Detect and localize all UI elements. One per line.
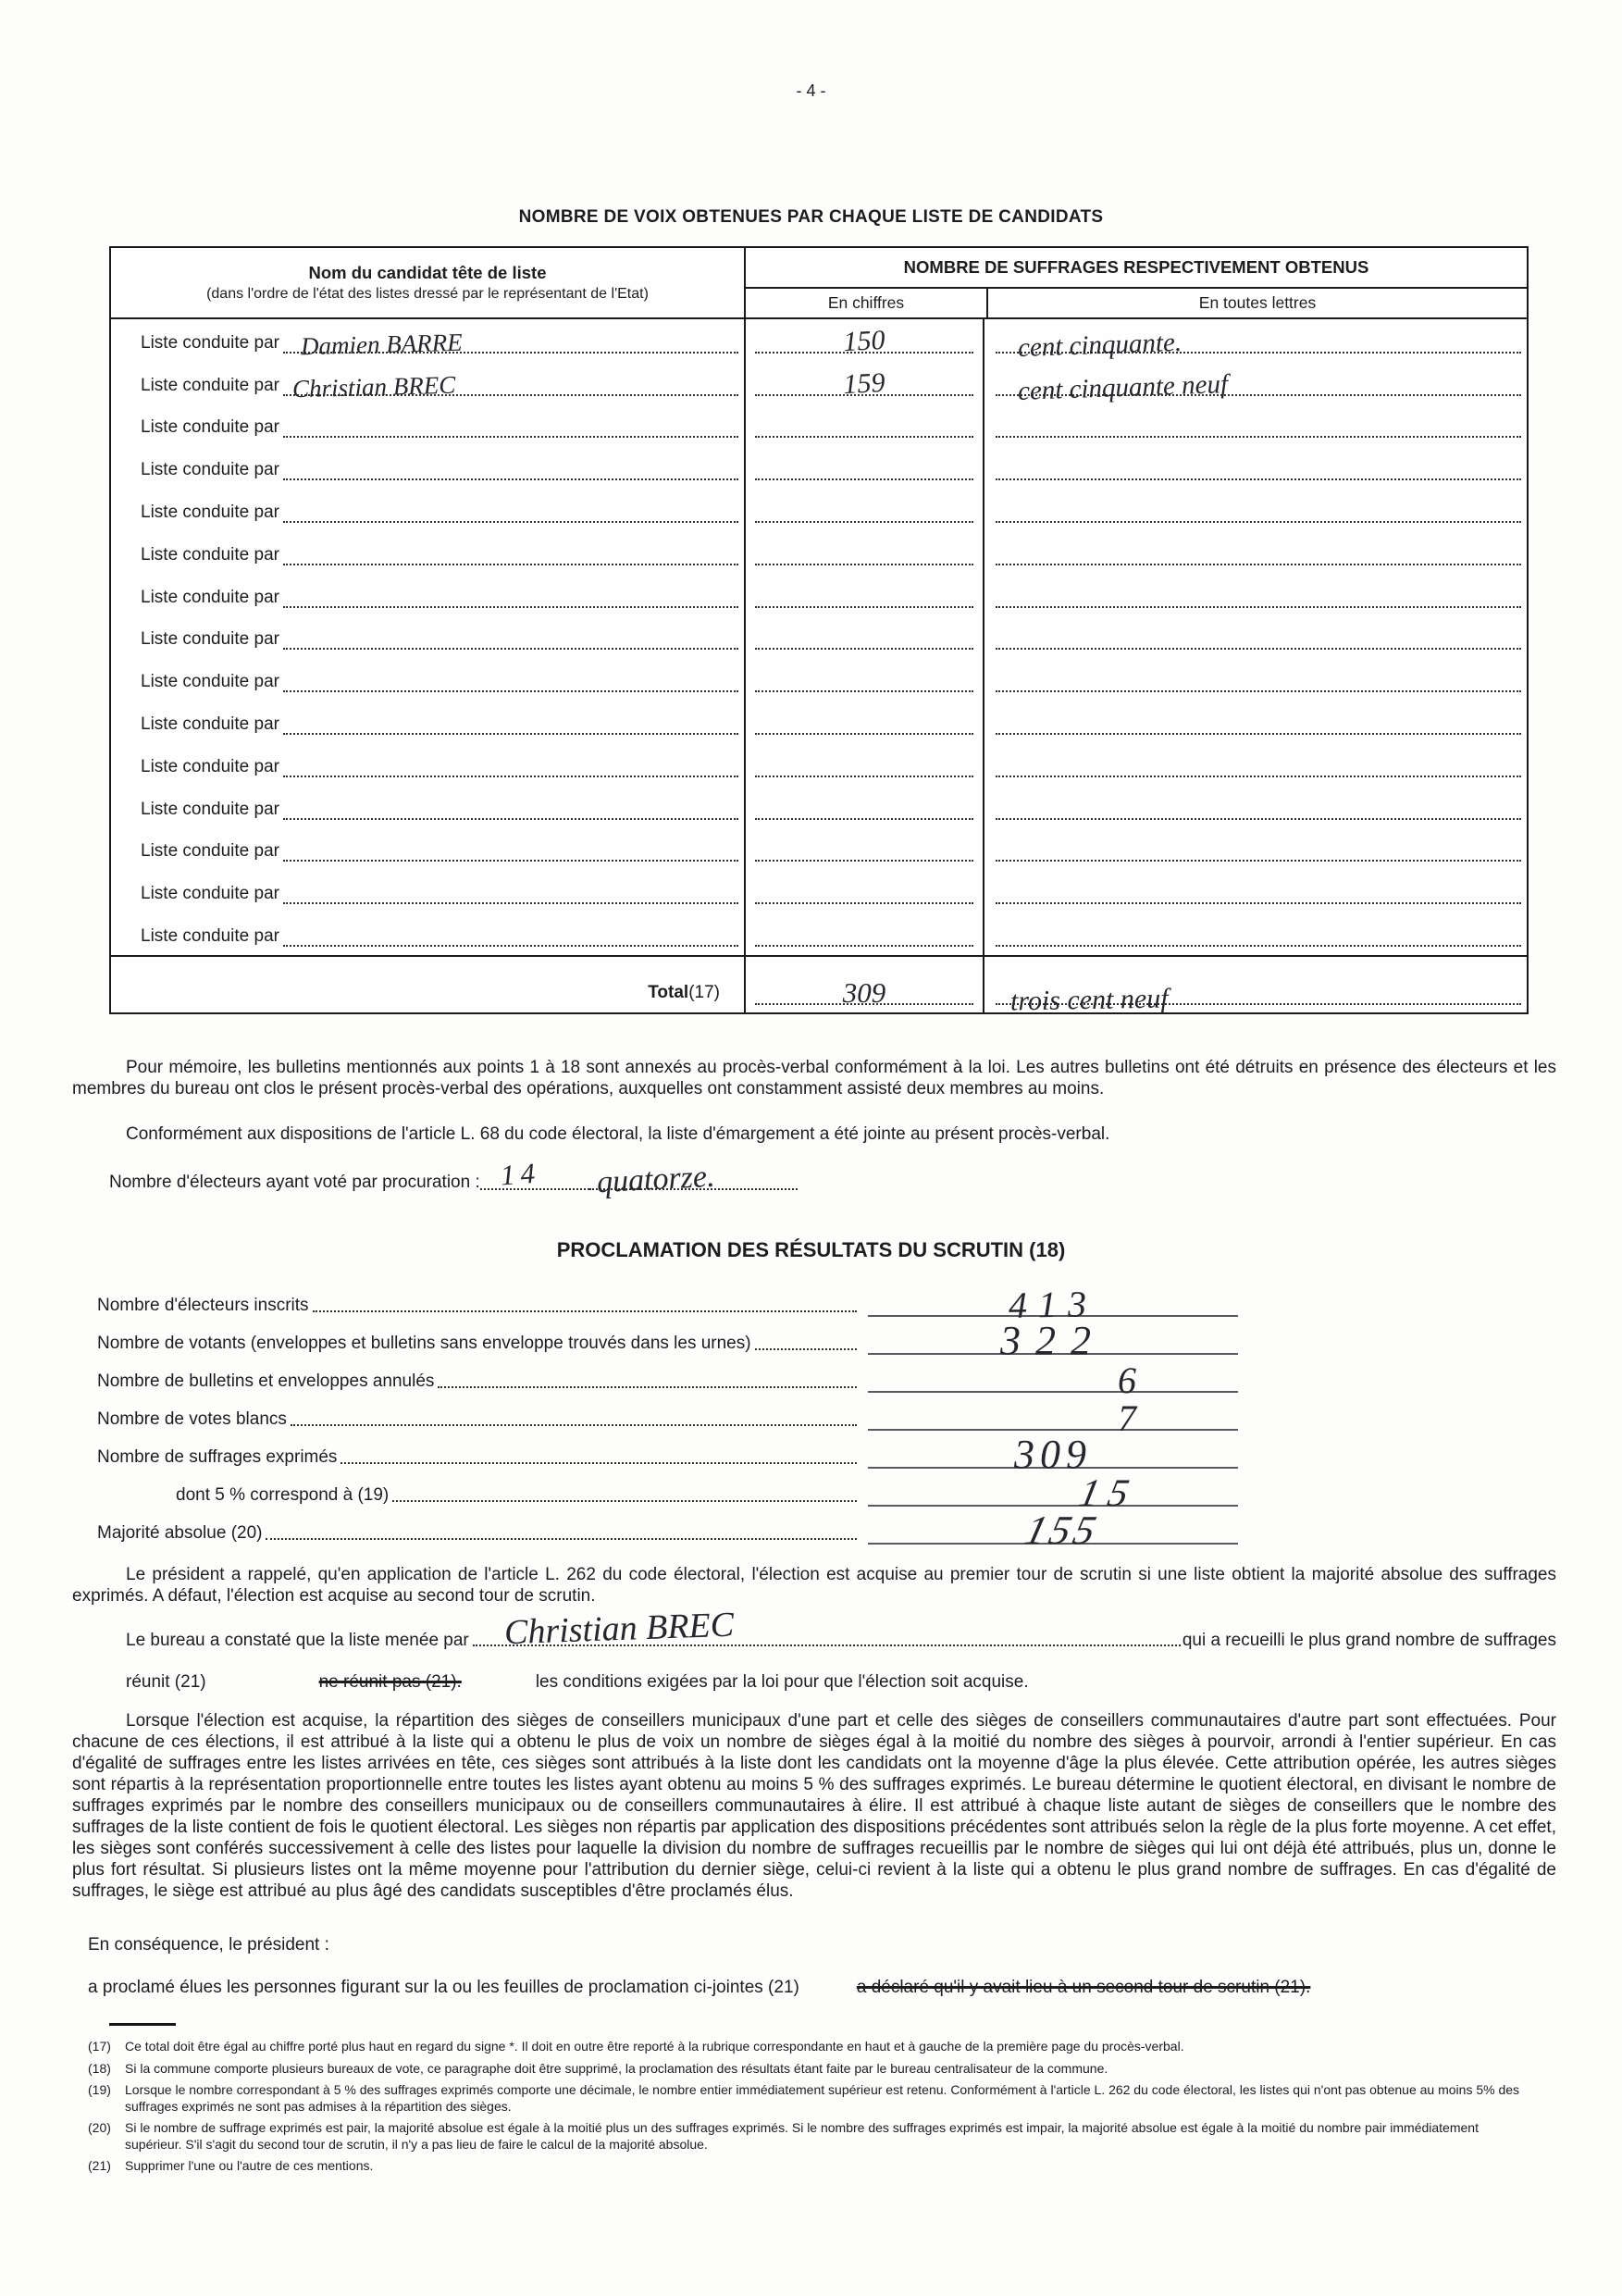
row-chiffres-cell <box>744 912 984 955</box>
row-chiffres-cell <box>744 404 984 447</box>
conditions-text: les conditions exigées par la loi pour que l'élection soit acquise. <box>535 1672 1029 1692</box>
handwritten-votes-chiffres: 159 <box>842 366 886 400</box>
page-number: - 4 - <box>796 81 826 100</box>
row-label: Liste conduite par <box>141 756 279 776</box>
bureau-name-field <box>473 1605 1181 1653</box>
row-lettres-cell <box>984 404 1530 447</box>
footnote-separator-rule <box>109 2023 176 2026</box>
handwritten-result-value: 322 <box>1000 1318 1106 1363</box>
dotted-line <box>283 859 738 862</box>
header-candidate-name-line1: Nom du candidat tête de liste <box>308 263 547 282</box>
dotted-line <box>755 647 973 650</box>
footnote-text: Si le nombre de suffrage exprimés est pair, la majorité absolue est égale à la moitié plus un des suffrages exprimés. Si le nombre des suffrages exprimés est impair, la majorité absolue est égale à la moitié du nombre pair immédiatement supérieur. S'il s'agit du second tour de scrutin, il n'y a pas lieu de faire le calcul de la majorité absolue. <box>125 2120 1479 2152</box>
answer-line <box>868 1277 1238 1326</box>
row-name-cell <box>111 531 744 574</box>
dotted-line <box>755 520 973 523</box>
dotted-line <box>996 775 1521 777</box>
table-row <box>111 319 1527 362</box>
row-lettres-cell <box>984 743 1530 786</box>
dotted-line <box>996 563 1521 565</box>
proclamation-line <box>97 1317 1238 1363</box>
row-chiffres-cell <box>744 362 984 404</box>
proclame-row <box>88 1977 1550 1998</box>
row-chiffres-cell <box>744 870 984 912</box>
row-chiffres-cell <box>744 446 984 489</box>
row-label: Liste conduite par <box>141 799 279 819</box>
dotted-line <box>283 732 738 735</box>
row-lettres-cell <box>984 616 1530 659</box>
proclame-kept-text: a proclamé élues les personnes figurant sur la ou les feuilles de proclamation ci-jointes (21) <box>88 1978 799 1997</box>
dotted-line <box>283 478 738 480</box>
proclamation-line <box>97 1279 1238 1326</box>
row-name-cell <box>111 828 744 871</box>
dotted-line <box>996 520 1521 523</box>
bureau-before-text: Le bureau a constaté que la liste menée par <box>126 1631 469 1650</box>
row-chiffres-cell <box>744 489 984 531</box>
handwritten-result-value: 155 <box>1021 1508 1105 1553</box>
total-label-cell <box>111 957 744 1014</box>
row-name-cell <box>111 743 744 786</box>
footnote-text: Supprimer l'une ou l'autre de ces mentions. <box>125 2158 374 2173</box>
header-candidate-name-cell <box>111 248 744 317</box>
row-label: Liste conduite par <box>141 714 279 734</box>
procuration-row <box>109 1156 798 1200</box>
table-row <box>111 701 1527 743</box>
bureau-after-text: qui a recueilli le plus grand nombre de suffrages <box>1182 1631 1556 1650</box>
header-en-chiffres: En chiffres <box>827 293 905 312</box>
header-suffrages-subrow <box>746 287 1527 317</box>
row-name-cell <box>111 404 744 447</box>
dotted-line <box>996 817 1521 820</box>
row-chiffres-cell <box>744 319 984 362</box>
dotted-line <box>755 435 973 438</box>
row-lettres-cell <box>984 701 1530 743</box>
dotted-line <box>755 563 973 565</box>
row-chiffres-cell <box>744 786 984 828</box>
row-chiffres-cell <box>744 574 984 616</box>
dotted-leader <box>291 1423 857 1426</box>
votes-table-body <box>111 319 1527 955</box>
dotted-line <box>283 817 738 820</box>
dotted-line <box>755 859 973 862</box>
table-row <box>111 870 1527 912</box>
table-row <box>111 489 1527 531</box>
dotted-leader <box>755 1347 857 1350</box>
row-lettres-cell <box>984 912 1530 955</box>
row-chiffres-cell <box>744 658 984 701</box>
votes-table-header <box>111 248 1527 319</box>
footnote-number: (19) <box>88 2082 111 2097</box>
paragraph-consequence: En conséquence, le président : <box>88 1935 329 1955</box>
procuration-chiffres-field <box>480 1156 589 1192</box>
row-label: Liste conduite par <box>141 502 279 522</box>
header-suffrages-cell <box>744 248 1527 317</box>
dotted-leader <box>340 1461 857 1464</box>
row-label: Liste conduite par <box>141 925 279 946</box>
reunit-option: réunit (21) <box>126 1672 206 1692</box>
reunit-row <box>72 1671 1556 1693</box>
handwritten-procuration-chiffres: 14 <box>499 1156 541 1192</box>
total-ref: (17) <box>688 983 720 1002</box>
footnote <box>88 2039 1536 2055</box>
handwritten-candidate-name: Damien BARRE <box>300 328 464 361</box>
row-label: Liste conduite par <box>141 375 279 395</box>
proclamation-lines <box>97 1279 1238 1553</box>
handwritten-result-value: 15 <box>1075 1472 1142 1515</box>
row-lettres-cell <box>984 362 1530 404</box>
dotted-line <box>996 901 1521 904</box>
answer-line <box>868 1353 1238 1401</box>
handwritten-result-value: 7 <box>1118 1397 1136 1439</box>
bureau-constate-row <box>72 1605 1556 1653</box>
handwritten-result-value: 413 <box>1008 1283 1098 1326</box>
dotted-line <box>755 478 973 480</box>
row-label: Liste conduite par <box>141 884 279 904</box>
proclamation-line <box>97 1355 1238 1401</box>
dotted-leader <box>266 1537 857 1540</box>
dotted-line <box>996 689 1521 692</box>
footnote <box>88 2158 1536 2175</box>
row-name-cell <box>111 362 744 404</box>
row-lettres-cell <box>984 531 1530 574</box>
proclamation-line <box>97 1507 1238 1553</box>
row-lettres-cell <box>984 489 1530 531</box>
dotted-line <box>283 689 738 692</box>
table-row <box>111 658 1527 701</box>
footnote-number: (17) <box>88 2039 111 2054</box>
row-lettres-cell <box>984 828 1530 871</box>
proclamation-line <box>97 1393 1238 1439</box>
dotted-line <box>755 605 973 608</box>
proclamation-line-label: Nombre d'électeurs inscrits <box>97 1296 309 1315</box>
footnote-text: Si la commune comporte plusieurs bureaux de vote, ce paragraphe doit être supprimé, la proclamation des résultats étant faite par le bureau centralisateur de la commune. <box>125 2060 1108 2076</box>
dotted-line <box>283 647 738 650</box>
row-label: Liste conduite par <box>141 672 279 692</box>
row-label: Liste conduite par <box>141 544 279 565</box>
row-label: Liste conduite par <box>141 460 279 480</box>
row-name-cell <box>111 870 744 912</box>
footnote-number: (18) <box>88 2060 111 2076</box>
dotted-line <box>755 817 973 820</box>
row-label: Liste conduite par <box>141 587 279 607</box>
answer-line <box>868 1429 1238 1477</box>
row-chiffres-cell <box>744 531 984 574</box>
table-row <box>111 574 1527 616</box>
total-label: Total <box>648 983 689 1002</box>
answer-line <box>868 1315 1238 1363</box>
row-chiffres-cell <box>744 743 984 786</box>
footnote-number: (20) <box>88 2120 111 2135</box>
proclamation-line-label: Nombre de votes blancs <box>97 1409 287 1429</box>
dotted-line <box>283 901 738 904</box>
footnote <box>88 2082 1536 2115</box>
footnote <box>88 2061 1536 2078</box>
row-name-cell <box>111 489 744 531</box>
footnote-text: Ce total doit être égal au chiffre porté plus haut en regard du signe *. Il doit en outre être reporté à la rubrique correspondante en haut et à gauche de la première page du procès-verbal. <box>125 2039 1184 2054</box>
row-name-cell <box>111 912 744 955</box>
total-lettres-cell <box>984 957 1530 1017</box>
paragraph-conformement: Conformément aux dispositions de l'article L. 68 du code électoral, la liste d'émargement a été jointe au présent procès-verbal. <box>126 1124 1110 1144</box>
proclamation-line-label: Nombre de suffrages exprimés <box>97 1447 338 1467</box>
answer-line <box>868 1391 1238 1439</box>
proclamation-line-label: Majorité absolue (20) <box>97 1523 263 1543</box>
proclame-struck-text: a déclaré qu'il y avait lieu à un second tour de scrutin (21). <box>856 1978 1311 1997</box>
row-name-cell <box>111 658 744 701</box>
row-label: Liste conduite par <box>141 629 279 650</box>
dotted-line <box>996 944 1521 947</box>
dotted-line <box>283 435 738 438</box>
dotted-line <box>283 775 738 777</box>
row-name-cell <box>111 786 744 828</box>
row-chiffres-cell <box>744 701 984 743</box>
ne-reunit-pas-option-struck: ne réunit pas (21). <box>318 1672 462 1692</box>
procuration-lettres-field <box>589 1159 798 1200</box>
table-row <box>111 616 1527 659</box>
paragraph-repartition: Lorsque l'élection est acquise, la répartition des sièges de conseillers municipaux d'une part et celle des sièges de conseillers communautaires d'autre part sont effectuées. Pour chacune de ces élections, il est attribué à la liste qui a obtenu le plus de voix un nombre de sièges égal à la moitié du nombre des sièges à pourvoir, arrondi à l'entier supérieur. En cas d'égalité de suffrages entre les listes arrivées en tête, ces sièges sont attribués à la liste dont les candidats ont la moyenne d'âge la plus élevée. Cette attribution opérée, les autres sièges sont répartis à la représentation proportionnelle entre toutes les listes ayant obtenu au moins 5 % des suffrages exprimés. Le bureau détermine le quotient électoral, en divisant le nombre de suffrages exprimés par le nombre des conseillers municipaux ou de conseillers communautaires à élire. Il est attribué à chaque liste autant de sièges de conseillers que le nombre des suffrages de la liste contient de fois le quotient électoral. Les sièges non répartis par application des dispositions précédentes sont attribués selon la règle de la plus forte moyenne. A cet effet, les sièges sont conférés successivement à celle des listes pour laquelle la division du nombre de suffrages recueillis par le nombre de sièges qui lui ont déjà été attribués, plus un, donne le plus fort résultat. Si plusieurs listes ont la même moyenne pour l'attribution du dernier siège, celui-ci revient à la liste qui a obtenu le plus grand nombre de suffrages. En cas d'égalité de suffrages, le siège est attribué au plus âgé des candidats susceptibles d'être proclamés élus. <box>72 1711 1556 1901</box>
row-chiffres-cell <box>744 616 984 659</box>
proclamation-line <box>97 1431 1238 1477</box>
table-row <box>111 786 1527 828</box>
handwritten-votes-chiffres: 150 <box>842 324 886 357</box>
dotted-leader <box>392 1499 857 1502</box>
row-label: Liste conduite par <box>141 417 279 438</box>
handwritten-total-chiffres: 309 <box>842 976 886 1009</box>
answer-line <box>868 1505 1238 1553</box>
table-row <box>111 531 1527 574</box>
proclamation-line-label: Nombre de votants (enveloppes et bulletins sans enveloppe trouvés dans les urnes) <box>97 1334 751 1353</box>
row-name-cell <box>111 446 744 489</box>
handwritten-result-value: 6 <box>1118 1359 1136 1401</box>
handwritten-procuration-lettres: quatorze. <box>595 1159 716 1200</box>
dotted-line <box>996 647 1521 650</box>
row-name-cell <box>111 574 744 616</box>
table-row <box>111 743 1527 786</box>
dotted-line <box>996 732 1521 735</box>
header-suffrages-title: NOMBRE DE SUFFRAGES RESPECTIVEMENT OBTENUS <box>903 257 1369 277</box>
row-name-cell <box>111 616 744 659</box>
proclamation-title: PROCLAMATION DES RÉSULTATS DU SCRUTIN (18) <box>556 1238 1066 1261</box>
dotted-line <box>755 689 973 692</box>
dotted-line <box>283 944 738 947</box>
row-lettres-cell <box>984 786 1530 828</box>
row-lettres-cell <box>984 658 1530 701</box>
footnote-text: Lorsque le nombre correspondant à 5 % des suffrages exprimés comporte une décimale, le nombre entier immédiatement supérieur est retenu. Conformément à l'article L. 262 du code électoral, les listes qui n'ont pas obtenue au moins 5% des suffrages exprimés ne sont pas admises à la répartition des sièges. <box>125 2082 1520 2114</box>
table-row <box>111 404 1527 447</box>
proclamation-line <box>97 1469 1238 1515</box>
dotted-line <box>996 605 1521 608</box>
row-name-cell <box>111 319 744 362</box>
row-lettres-cell <box>984 446 1530 489</box>
dotted-line <box>755 944 973 947</box>
dotted-leader <box>438 1385 857 1388</box>
row-lettres-cell <box>984 574 1530 616</box>
row-chiffres-cell <box>744 828 984 871</box>
row-name-cell <box>111 701 744 743</box>
handwritten-votes-lettres: cent cinquante. <box>1017 327 1182 363</box>
proclamation-line-label: dont 5 % correspond à (19) <box>176 1485 390 1505</box>
footnote <box>88 2120 1536 2153</box>
footnotes <box>88 2039 1536 2180</box>
total-chiffres-cell <box>744 957 984 1014</box>
dotted-line <box>283 520 738 523</box>
dotted-leader <box>313 1309 857 1312</box>
proclamation-line-label: Nombre de bulletins et enveloppes annulés <box>97 1371 435 1391</box>
handwritten-candidate-name: Christian BREC <box>291 370 456 403</box>
row-label: Liste conduite par <box>141 332 279 353</box>
paragraph-memoire: Pour mémoire, les bulletins mentionnés aux points 1 à 18 sont annexés au procès-verbal conformément à la loi. Les autres bulletins ont été détruits en présence des électeurs et les membres du bureau ont clos le présent procès-verbal des opérations, auxquelles ont constamment assisté deux membres au moins. <box>72 1058 1556 1098</box>
total-row <box>111 955 1527 1017</box>
dotted-line <box>996 435 1521 438</box>
header-candidate-name-line2: (dans l'ordre de l'état des listes dressé par le représentant de l'Etat) <box>206 286 649 302</box>
dotted-line <box>283 605 738 608</box>
table-row <box>111 912 1527 955</box>
handwritten-votes-lettres: cent cinquante neuf <box>1017 368 1229 406</box>
votes-table <box>109 246 1529 1017</box>
table-row <box>111 828 1527 871</box>
dotted-line <box>755 775 973 777</box>
handwritten-total-lettres: trois cent neuf <box>1009 983 1169 1017</box>
answer-line <box>868 1467 1238 1515</box>
handwritten-result-value: 309 <box>1014 1432 1092 1477</box>
footnote-number: (21) <box>88 2158 111 2173</box>
votes-table-title: NOMBRE DE VOIX OBTENUES PAR CHAQUE LISTE DE CANDIDATS <box>518 207 1104 227</box>
paragraph-president-rappele: Le président a rappelé, qu'en application de l'article L. 262 du code électoral, l'élection est acquise au premier tour de scrutin si une liste obtient la majorité absolue des suffrages exprimés. A défaut, l'élection est acquise au second tour de scrutin. <box>72 1565 1556 1606</box>
table-row <box>111 362 1527 404</box>
dotted-line <box>996 478 1521 480</box>
dotted-line <box>755 732 973 735</box>
dotted-line <box>283 563 738 565</box>
procuration-label: Nombre d'électeurs ayant voté par procuration : <box>109 1173 480 1192</box>
row-lettres-cell <box>984 870 1530 912</box>
handwritten-liste-name: Christian BREC <box>503 1605 735 1653</box>
row-lettres-cell <box>984 319 1530 362</box>
row-label: Liste conduite par <box>141 841 279 862</box>
header-en-toutes-lettres: En toutes lettres <box>986 289 1527 317</box>
dotted-line <box>755 901 973 904</box>
dotted-line <box>996 859 1521 862</box>
table-row <box>111 446 1527 489</box>
